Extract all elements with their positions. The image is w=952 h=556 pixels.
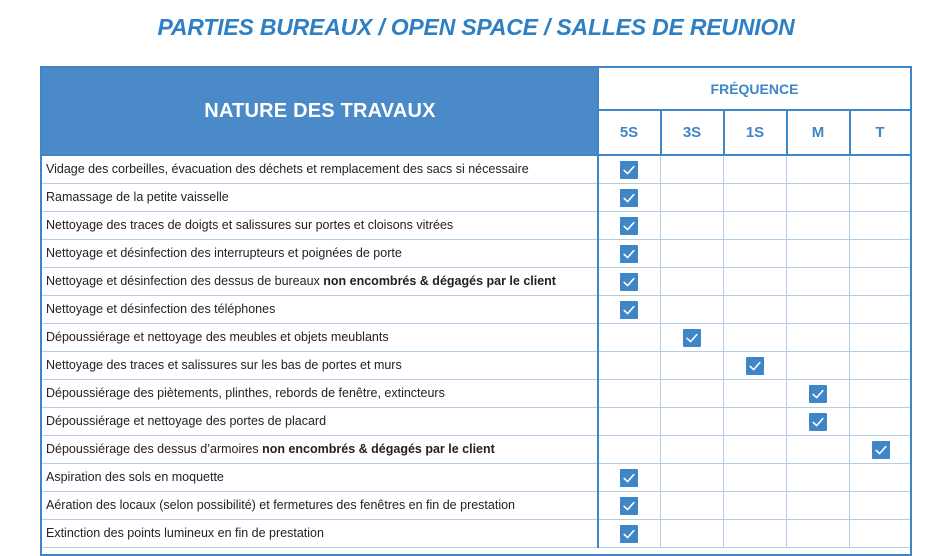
table-row [42,436,910,464]
task-label: Dépoussiérage des dessus d’armoires non encombrés & dégagés par le client [46,442,495,456]
table-row [42,380,910,408]
task-label-emphasis: non encombrés & dégagés par le client [323,274,556,288]
checkbox-checked-icon[interactable] [809,385,827,403]
checkbox-checked-icon[interactable] [620,161,638,179]
table-row [42,240,910,268]
task-label: Extinction des points lumineux en fin de prestation [46,526,324,540]
frequency-col-m: M [811,124,825,141]
table-row [42,408,910,436]
checkbox-checked-icon[interactable] [620,273,638,291]
checkbox-checked-icon[interactable] [872,441,890,459]
task-label-emphasis: non encombrés & dégagés par le client [262,442,495,456]
task-label: Nettoyage et désinfection des interrupteurs et poignées de porte [46,246,402,260]
table-row [42,184,910,212]
frequency-col-5s: 5S [619,124,639,141]
checkbox-checked-icon[interactable] [620,189,638,207]
table-row [42,324,910,352]
checkbox-checked-icon[interactable] [809,413,827,431]
frequency-col-3s: 3S [682,124,702,141]
task-label: Dépoussiérage et nettoyage des meubles et objets meublants [46,330,389,344]
frequency-col-1s: 1S [745,124,765,141]
task-label: Nettoyage et désinfection des dessus de bureaux non encombrés & dégagés par le client [46,274,556,288]
task-label: Dépoussiérage des piètements, plinthes, rebords de fenêtre, extincteurs [46,386,445,400]
frequency-header: FRÉQUENCE [598,68,910,110]
page-title: PARTIES BUREAUX / OPEN SPACE / SALLES DE REUNION [157,14,795,40]
frequency-col-t: T [875,124,885,141]
nature-header: NATURE DES TRAVAUX [42,68,598,154]
task-label: Dépoussiérage et nettoyage des portes de placard [46,414,327,428]
table-row [42,520,910,548]
table-row [42,268,910,296]
task-label: Nettoyage des traces et salissures sur les bas de portes et murs [46,358,402,372]
frequency-grid-line [660,156,661,548]
frequency-column-divider [786,111,788,154]
frequency-column-divider [723,111,725,154]
task-label: Aération des locaux (selon possibilité) et fermetures des fenêtres en fin de prestation [46,498,516,512]
checkbox-checked-icon[interactable] [620,469,638,487]
checkbox-checked-icon[interactable] [683,329,701,347]
frequency-column-divider [660,111,662,154]
checkbox-checked-icon[interactable] [620,525,638,543]
table-row [42,492,910,520]
table-row [42,352,910,380]
frequency-column-divider [849,111,851,154]
checkbox-checked-icon[interactable] [620,217,638,235]
frequency-grid-line [849,156,850,548]
table-row [42,464,910,492]
nature-column-divider [597,68,599,548]
task-label: Nettoyage des traces de doigts et salissures sur portes et cloisons vitrées [46,218,454,232]
checkbox-checked-icon[interactable] [746,357,764,375]
frequency-grid-line [723,156,724,548]
table-row [42,212,910,240]
tasks-table [40,66,912,556]
checkbox-checked-icon[interactable] [620,245,638,263]
task-label: Aspiration des sols en moquette [46,470,224,484]
table-row [42,296,910,324]
task-label: Vidage des corbeilles, évacuation des déchets et remplacement des sacs si nécessaire [46,162,529,176]
checkbox-checked-icon[interactable] [620,497,638,515]
checkbox-checked-icon[interactable] [620,301,638,319]
frequency-grid-line [786,156,787,548]
task-label: Nettoyage et désinfection des téléphones [46,302,276,316]
table-row [42,156,910,184]
task-label: Ramassage de la petite vaisselle [46,190,229,204]
